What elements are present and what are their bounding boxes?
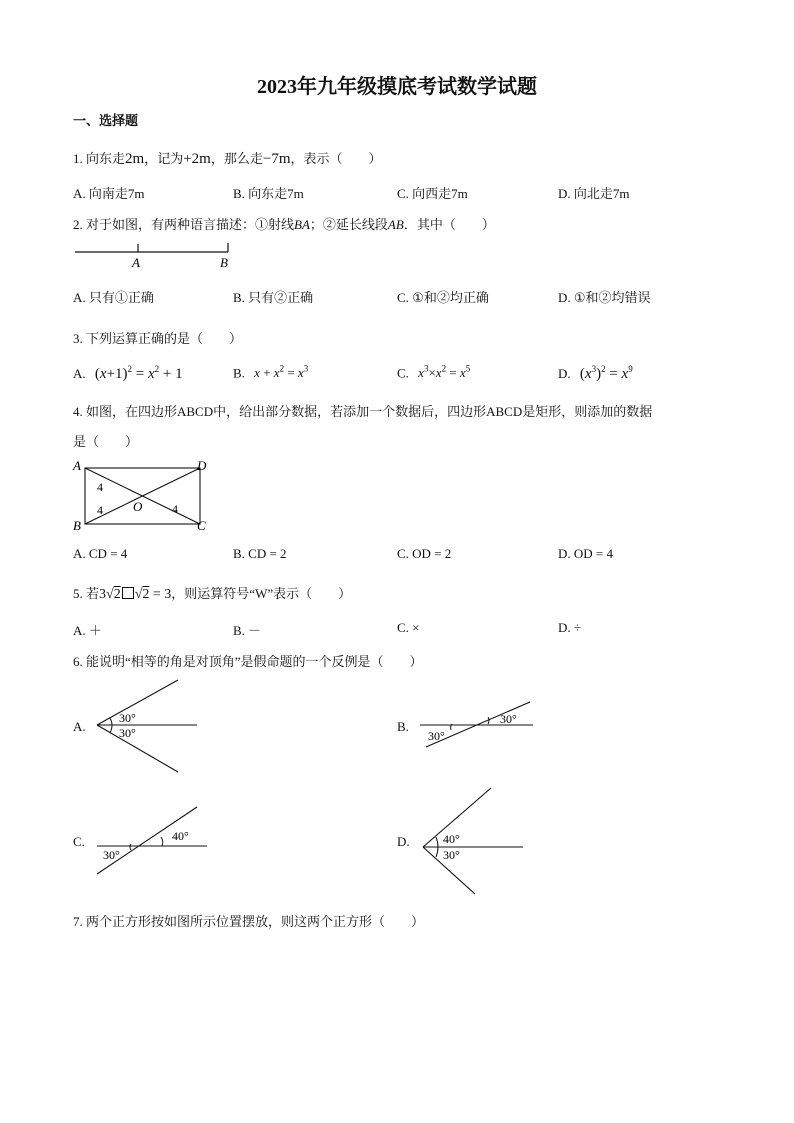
q3-option-a[interactable]: A. $(x+1)^2 = x^2 + 1$ [73,364,183,382]
q6-figure-d [418,785,528,897]
q1-option-c[interactable]: C. 向西走7m [397,186,468,201]
q2-text-b: ；②延长线段 [309,217,388,232]
q1-text-a: 1. 向东走 [73,151,126,166]
question-1 [73,148,382,168]
q1-option-b[interactable]: B. 向东走7m [233,186,304,201]
q6-a-angle-2: 30° [119,726,136,740]
q6-b-angle-1: 30° [500,712,517,726]
section-heading: 一、选择题 [73,114,139,129]
q2-label-b: B [220,255,228,270]
q2-figure [70,240,240,272]
q5-option-c[interactable]: C. × [397,620,420,635]
question-7: 7. 两个正方形按如图所示位置摆放，则这两个正方形（ ） [73,914,425,929]
q2-ray: BA [294,217,310,232]
q2-text-c: ．其中（ ） [403,217,495,232]
q4-number-3: 4 [172,502,178,516]
q4-label-a: A [73,458,81,473]
question-5 [73,583,351,603]
q2-option-b[interactable]: B. 只有②正确 [233,290,314,305]
question-6: 6. 能说明“相等的角是对顶角”是假命题的一个反例是（ ） [73,654,423,669]
question-2 [73,214,495,233]
q6-figure-b [418,698,538,748]
q1-value-3: −7m [262,151,291,167]
q6-d-angle-2: 30° [443,848,460,862]
q4-number-1: 4 [97,480,103,494]
q2-option-c[interactable]: C. ①和②均正确 [397,290,489,305]
q6-option-d[interactable]: D. [397,834,410,849]
q4-number-2: 4 [97,503,103,517]
q6-d-angle-1: 40° [443,832,460,846]
q2-option-a[interactable]: A. 只有①正确 [73,290,154,305]
page-title: 2023年九年级摸底考试数学试题 [257,76,537,98]
q3-letter-d: D. [558,366,571,381]
question-4-line-2: 是（ ） [73,434,139,449]
q5-text-a: 5. 若 [73,586,100,601]
q1-option-d[interactable]: D. 向北走7m [558,186,630,201]
q4-option-a[interactable]: A. CD = 4 [73,546,128,561]
q2-segment: AB [387,217,404,232]
q1-value-2: +2m [183,151,211,167]
q3-option-b[interactable]: B. $x + x^2 = x^3$ [233,364,309,381]
q5-option-a[interactable]: A. ＋ [73,623,102,638]
question-3: 3. 下列运算正确的是（ ） [73,331,243,346]
q3-option-d[interactable]: D. $(x^3)^2 = x^9$ [558,364,633,382]
q5-option-d[interactable]: D. ÷ [558,620,582,635]
q2-text-a: 2. 对于如图，有两种语言描述：①射线 [73,217,295,232]
q2-option-d[interactable]: D. ①和②均错误 [558,290,651,305]
q6-figure-c [95,804,215,876]
q4-figure [70,456,220,536]
q6-option-c[interactable]: C. [73,834,85,849]
q4-label-o: O [133,499,143,514]
q6-c-angle-1: 40° [172,829,189,843]
q3-option-c[interactable]: C. $x^3\times x^2 = x^5$ [397,364,471,381]
q4-option-d[interactable]: D. OD = 4 [558,546,613,561]
q1-value-1: 2m [125,151,145,167]
q4-option-b[interactable]: B. CD = 2 [233,546,287,561]
q6-option-b[interactable]: B. [397,719,409,734]
q6-a-angle-1: 30° [119,711,136,725]
q1-text-b: ，记为 [144,151,184,166]
q2-label-a: A [132,255,140,270]
q4-option-c[interactable]: C. OD = 2 [397,546,452,561]
q4-label-b: B [73,518,81,533]
q1-text-c: ，那么走 [210,151,263,166]
q1-option-a[interactable]: A. 向南走7m [73,186,145,201]
q5-text-b: ，则运算符号“W”表示（ ） [171,586,352,601]
q1-text-d: ，表示（ ） [290,151,382,166]
q4-label-d: D [197,458,207,473]
q3-letter-c: C. [397,365,409,381]
q6-option-a[interactable]: A. [73,719,86,734]
q4-label-c: C [197,518,206,533]
q5-option-b[interactable]: B. － [233,623,262,638]
q3-letter-b: B. [233,365,245,381]
q5-formula: 3√2 √2 = 3 [99,587,172,602]
q3-letter-a: A. [73,366,86,381]
q6-c-angle-2: 30° [103,848,120,862]
q6-b-angle-2: 30° [428,729,445,743]
question-4-line-1: 4. 如图，在四边形ABCD中，给出部分数据，若添加一个数据后，四边形ABCD是矩形，则添加的数据 [73,404,653,419]
q6-figure-a [92,676,207,776]
